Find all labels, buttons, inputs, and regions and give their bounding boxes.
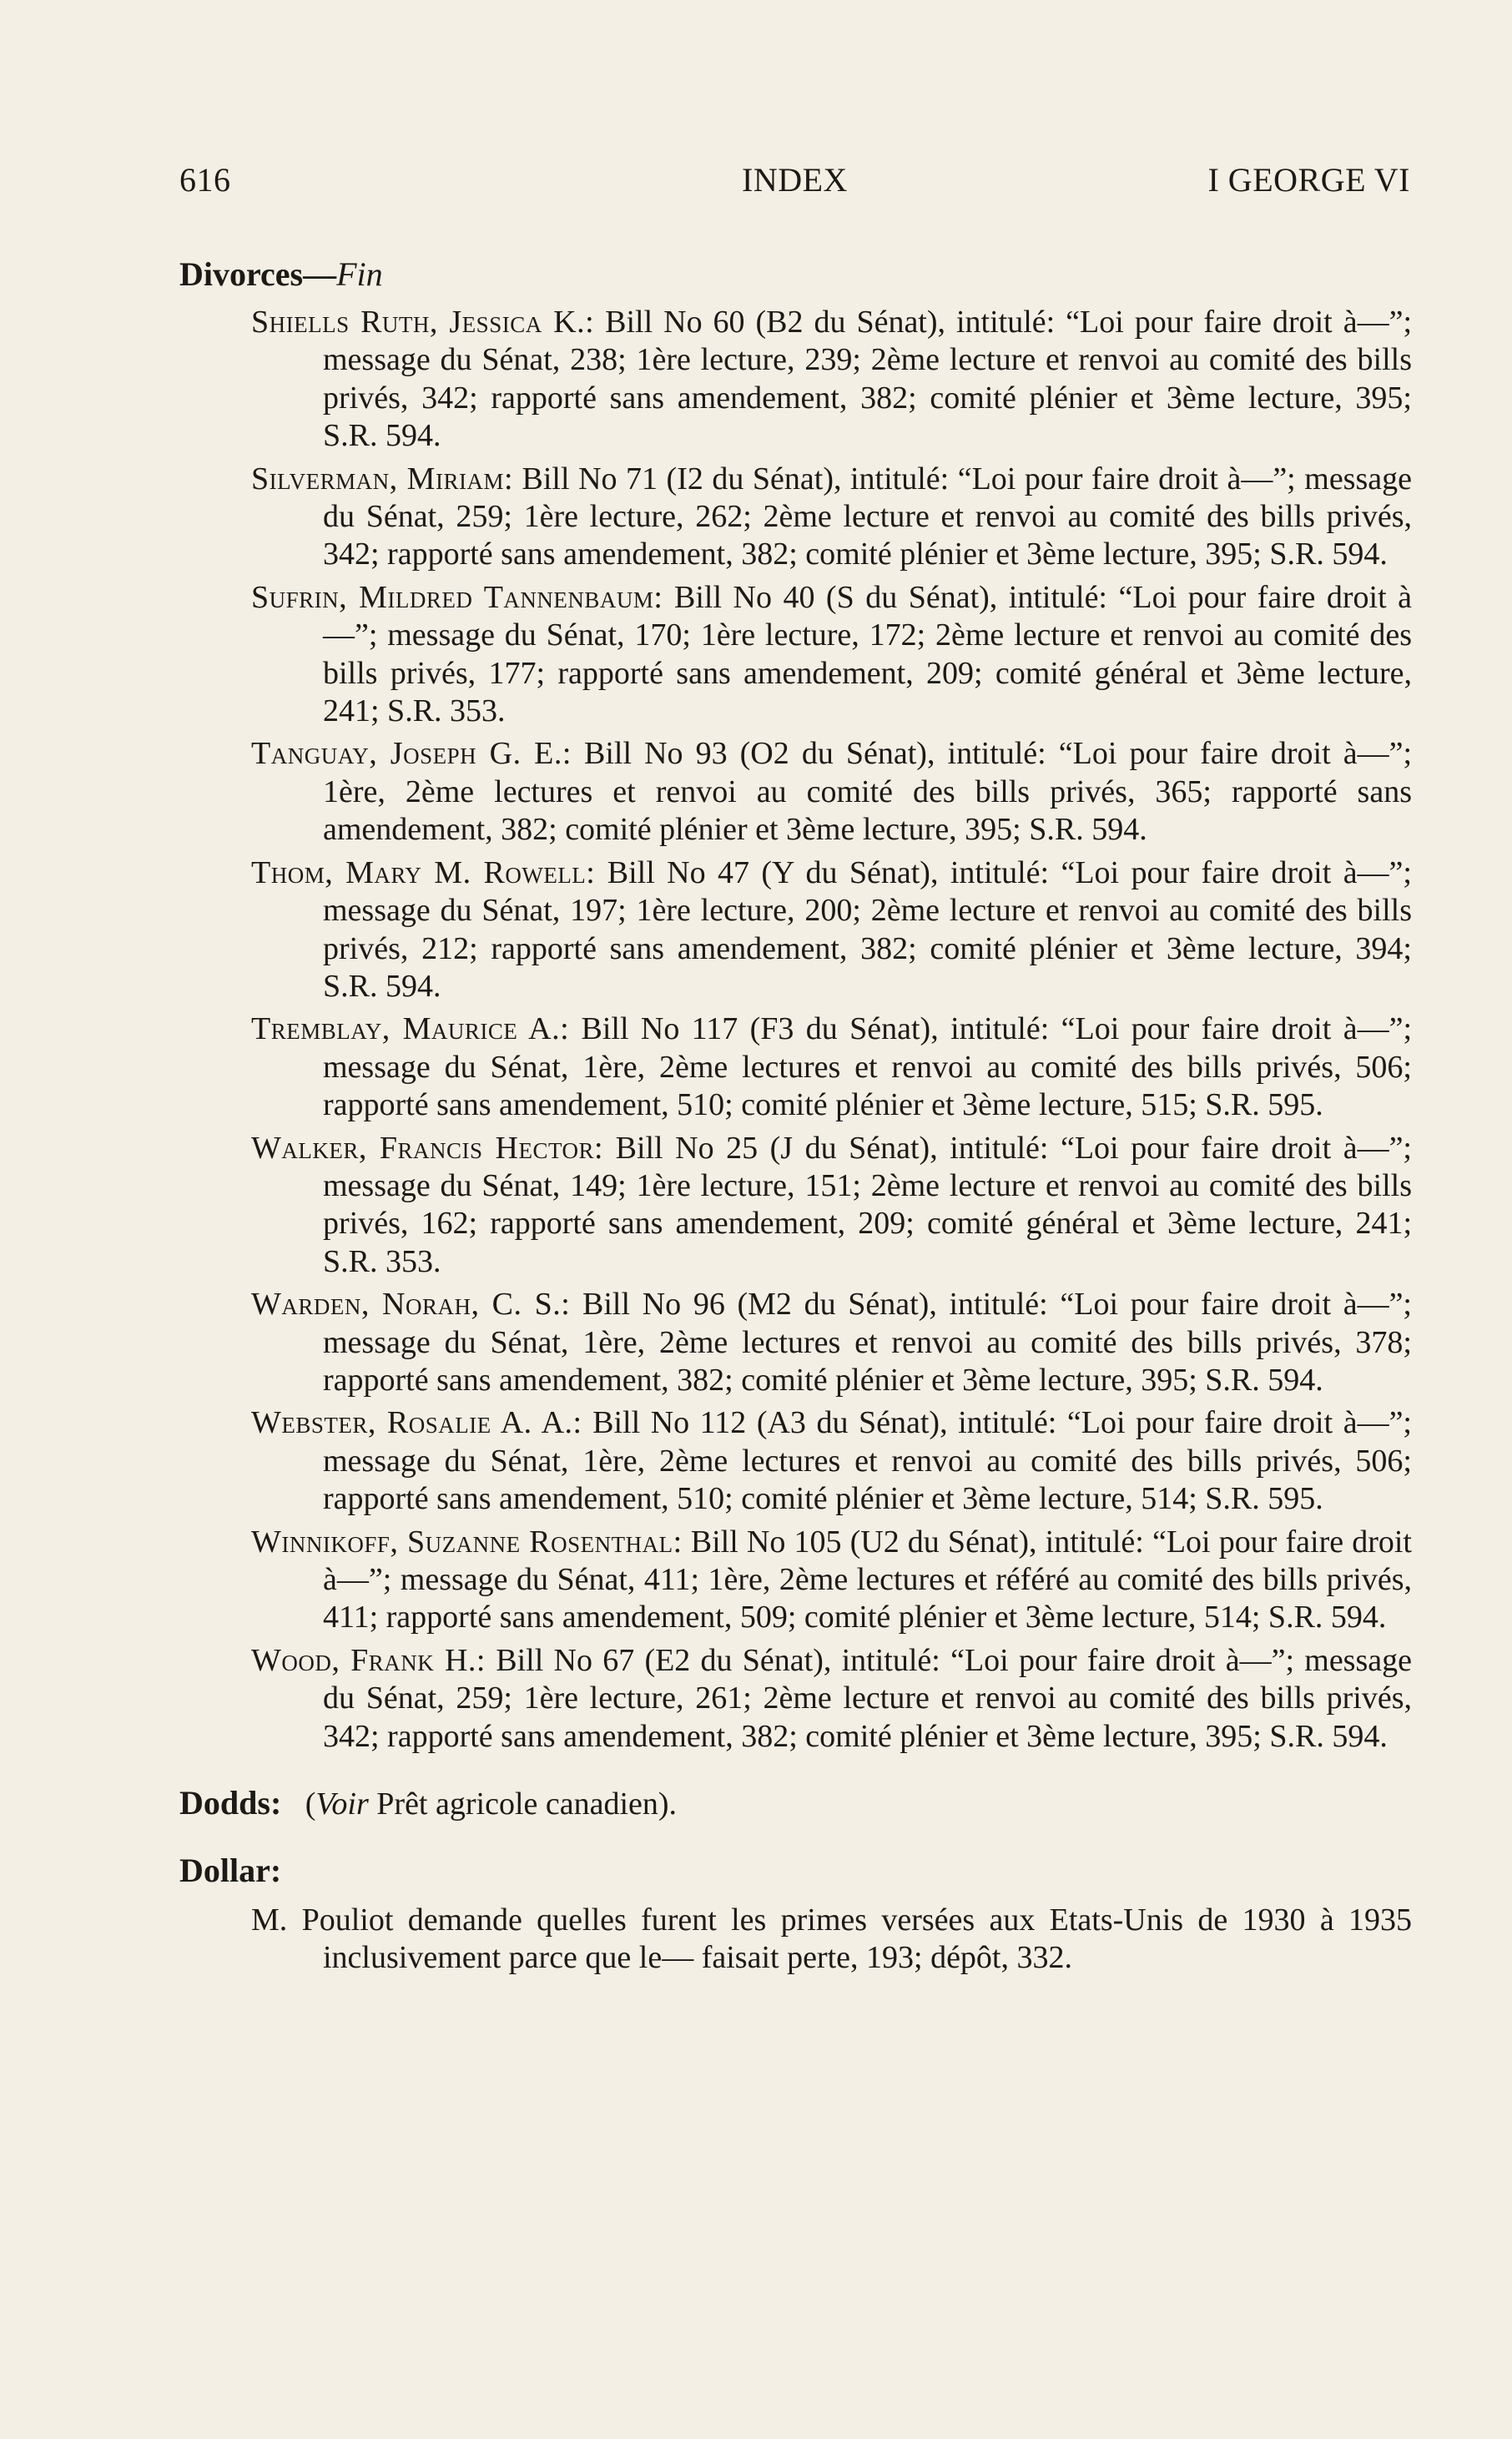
header-title: INDEX [742, 161, 848, 199]
entry-name: Warden, Norah, C. S.: [251, 1287, 571, 1323]
index-content [179, 255, 1412, 2009]
index-entry [251, 579, 1412, 731]
entry-name: Wood, Frank H.: [251, 1642, 486, 1678]
dollar-entry [179, 1852, 1412, 1978]
entry-name: Webster, Rosalie A. A.: [251, 1405, 582, 1441]
entry-text: Bill No 60 (B2 du Sénat), intitulé: “Loi pour faire droit à—”; message du Sénat, 238; 1ère lecture, 239; 2ème lecture et renvoi au comité des bills privés, 342; rapporté sans amendement, 382; comité plénier et 3ème lecture, 395; S.R. 594. [323, 305, 1412, 454]
entry-text: Bill No 93 (O2 du Sénat), intitulé: “Loi pour faire droit à—”; 1ère, 2ème lectures et renvoi au comité des bills privés, 365; rapporté sans amendement, 382; comité plénier et 3ème lecture, 395; S.R. 594. [323, 736, 1412, 848]
index-entry [251, 461, 1412, 574]
page-number: 616 [179, 161, 231, 199]
index-entry [251, 1010, 1412, 1124]
dodds-heading: Dodds: [179, 1784, 282, 1822]
index-entry [251, 1404, 1412, 1518]
heading-fin-text: Fin [336, 255, 383, 293]
entry-name: Sufrin, Mildred Tannenbaum: [251, 579, 663, 615]
index-entry [251, 1130, 1412, 1282]
dodds-entry [179, 1784, 1412, 1823]
entry-text: Bill No 25 (J du Sénat), intitulé: “Loi pour faire droit à—”; message du Sénat, 149; 1ère lecture, 151; 2ème lecture et renvoi au comité des bills privés, 162; rapporté sans amendement, 209; comité général et 3ème lecture, 241; S.R. 353. [323, 1130, 1412, 1279]
index-entry [251, 854, 1412, 1006]
running-header [179, 160, 1410, 210]
divorce-entries-list [251, 304, 1412, 1756]
index-entry [251, 1524, 1412, 1637]
heading-divorces-text: Divorces— [179, 255, 337, 293]
entry-name: Tremblay, Maurice A.: [251, 1011, 570, 1047]
entry-text: Bill No 96 (M2 du Sénat), intitulé: “Loi pour faire droit à—”; message du Sénat, 1ère, 2ème lectures et renvoi au comité des bills privés, 378; rapporté sans amendement, 382; comité plénier et 3ème lecture, 395; S.R. 594. [323, 1287, 1412, 1398]
dodds-reference: Prêt agricole canadien). [368, 1786, 678, 1822]
entry-name: Winnikoff, Suzanne Rosenthal: [251, 1524, 683, 1560]
section-heading-divorces [179, 255, 1412, 294]
header-reign: I GEORGE VI [1207, 161, 1410, 199]
entry-text: Bill No 112 (A3 du Sénat), intitulé: “Loi pour faire droit à—”; message du Sénat, 1ère, 2ème lectures et renvoi au comité des bills privés, 506; rapporté sans amendement, 510; comité plénier et 3ème lecture, 514; S.R. 595. [323, 1405, 1412, 1517]
dollar-heading: Dollar: [179, 1852, 282, 1890]
dodds-voir: Voir [315, 1786, 369, 1822]
entry-text: Bill No 71 (I2 du Sénat), intitulé: “Loi pour faire droit à—”; message du Sénat, 259; 1ère lecture, 262; 2ème lecture et renvoi au comité des bills privés, 342; rapporté sans amendement, 382; comité plénier et 3ème lecture, 395; S.R. 594. [323, 461, 1412, 572]
dodds-open-paren: ( [305, 1786, 316, 1822]
entry-text: Bill No 67 (E2 du Sénat), intitulé: “Loi pour faire droit à—”; message du Sénat, 259; 1ère lecture, 261; 2ème lecture et renvoi au comité des bills privés, 342; rapporté sans amendement, 382; comité plénier et 3ème lecture, 395; S.R. 594. [323, 1642, 1412, 1754]
entry-text: Bill No 40 (S du Sénat), intitulé: “Loi pour faire droit à—”; message du Sénat, 170; 1ère lecture, 172; 2ème lecture et renvoi au comité des bills privés, 177; rapporté sans amendement, 209; comité général et 3ème lecture, 241; S.R. 353. [323, 579, 1412, 729]
entry-name: Shiells Ruth, Jessica K.: [251, 305, 595, 340]
entry-name: Silverman, Miriam: [251, 461, 514, 496]
index-entry [251, 304, 1412, 456]
entry-name: Thom, Mary M. Rowell: [251, 854, 596, 890]
index-entry [251, 1286, 1412, 1399]
index-entry [251, 735, 1412, 849]
index-entry [251, 1642, 1412, 1756]
entry-name: Walker, Francis Hector: [251, 1130, 604, 1166]
entry-text: Bill No 47 (Y du Sénat), intitulé: “Loi pour faire droit à—”; message du Sénat, 197; 1ère lecture, 200; 2ème lecture et renvoi au comité des bills privés, 212; rapporté sans amendement, 382; comité plénier et 3ème lecture, 394; S.R. 594. [323, 854, 1412, 1004]
entry-name: Tanguay, Joseph G. E.: [251, 736, 572, 772]
entry-text: Bill No 117 (F3 du Sénat), intitulé: “Loi pour faire droit à—”; message du Sénat, 1ère, 2ème lectures et renvoi au comité des bills privés, 506; rapporté sans amendement, 510; comité plénier et 3ème lecture, 515; S.R. 595. [323, 1011, 1413, 1123]
entry-text: Bill No 105 (U2 du Sénat), intitulé: “Loi pour faire droit à—”; message du Sénat, 411; 1ère, 2ème lectures et référé au comité des bills privés, 411; rapporté sans amendement, 509; comité plénier et 3ème lecture, 514; S.R. 594. [323, 1524, 1412, 1635]
dollar-text: M. Pouliot demande quelles furent les primes versées aux Etats-Unis de 1930 à 1935 inclusivement parce que le— faisait perte, 193; dépôt, 332. [251, 1902, 1412, 1976]
